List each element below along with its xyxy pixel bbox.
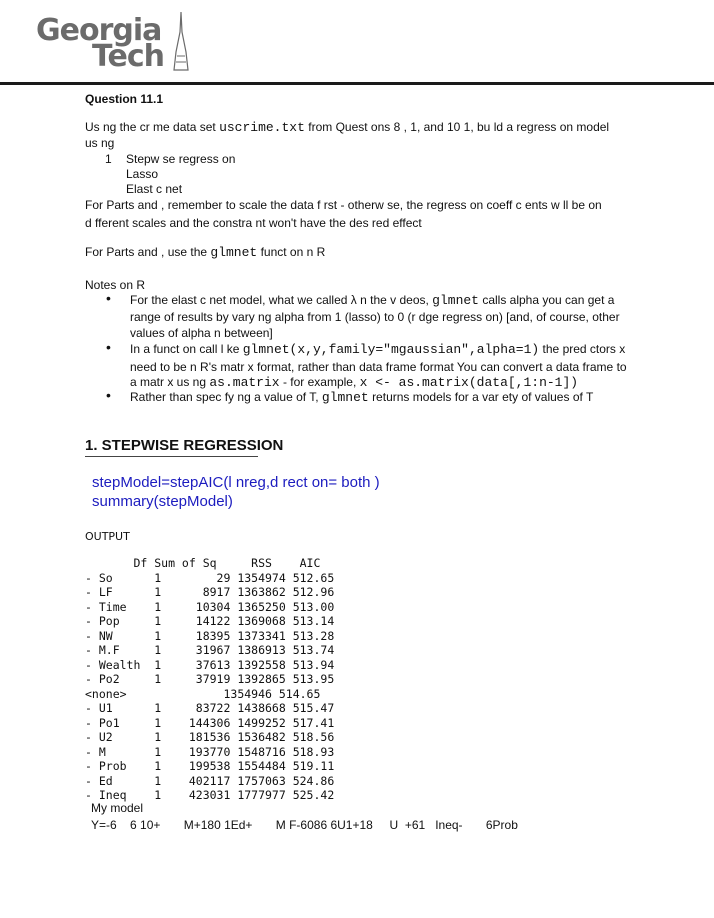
output-row: - U1 1 83722 1438668 515.47 [85,701,335,715]
model-label: My model [91,801,144,815]
bullet-3-line-1 [130,390,593,405]
code-line-1: stepModel=stepAIC(l nreg,d rect on= both ) [92,474,380,491]
output-row: - M.F 1 31967 1386913 513.74 [85,643,335,657]
bullet-2-code-2: as.matrix [209,375,280,390]
glmnet-note-text-b: funct on n R [260,245,326,259]
bullet-1-line-1 [130,293,614,308]
output-row: - Pop 1 14122 1369068 513.14 [85,614,335,628]
output-row: - Ineq 1 423031 1777977 525.42 [85,788,335,802]
section-heading: 1. STEPWISE REGRESSION [85,437,284,454]
bullet-2-text-c: need to be n R's matr x format, rather than data frame format [130,360,454,374]
output-row: - So 1 29 1354974 512.65 [85,570,335,585]
bullet-3-text-b: returns models for a var ety of values of T [372,390,594,404]
scale-note-line-1: For Parts and , remember to scale the data f rst - otherw se, the regress on coeff c ents w ll be on [85,198,602,212]
question-title: Question 11.1 [85,92,164,106]
output-row: <none> 1354946 514.65 [85,686,321,701]
bullet-2-line-2 [130,360,627,375]
glmnet-note-code: glmnet [210,245,258,260]
bullet-2-text-d: a matr x us ng [130,375,207,389]
output-row: - Prob 1 199538 1554484 519.11 [85,759,335,773]
method-item-2: Lasso [126,167,159,181]
scale-note-line-2: d fferent scales and the constra nt won't have the des red effect [85,216,422,230]
bullet-1-text-a: For the elast c net model, what we called λ n the v deos, [130,293,429,307]
bullet-dot: • [106,387,111,403]
method-item-3: Elast c net [126,182,183,196]
output-row: - LF 1 8917 1363862 512.96 [85,585,335,599]
intro-line-2: us ng [85,136,115,150]
intro-text-a: Us ng the cr me data set [85,120,216,134]
georgia-tech-logo [36,12,196,76]
bullet-1-line-2: range of results by vary ng alpha from 1 (lasso) to 0 (r dge regress on) [and, of course, other [130,310,620,324]
output-row: - Po2 1 37919 1392865 513.95 [85,672,335,686]
intro-text-b: from Quest ons 8 , 1, and 10 1, bu ld a regress on model [308,120,610,134]
intro-line-1 [85,120,609,135]
tech-tower-icon [172,12,190,72]
bullet-2-text-b: the pred ctors x [542,342,626,356]
bullet-3-code: glmnet [321,390,369,405]
output-row: - Ed 1 402117 1757063 524.86 [85,773,335,788]
glmnet-note [85,245,325,260]
bullet-2-line-3 [130,375,578,390]
output-row: - M 1 193770 1548716 518.93 [85,744,335,759]
logo-text-tech: Tech [92,39,164,74]
bullet-2-code-3: x <- as.matrix(data[,1:n-1]) [359,375,579,390]
bullet-dot: • [106,339,111,355]
output-label: OUTPUT [85,530,130,543]
output-row: - Wealth 1 37613 1392558 513.94 [85,657,335,672]
bullet-1-text-b: calls alpha you can get a [482,293,615,307]
output-row: - U2 1 181536 1536482 518.56 [85,730,335,744]
output-header: Df Sum of Sq RSS AIC [85,556,321,570]
bullet-3-text-a: Rather than spec fy ng a value of T, [130,390,319,404]
header-rule [0,82,714,85]
notes-title: Notes on R [85,278,146,292]
bullet-dot: • [106,290,111,306]
model-formula: Y=-6 6 10+ M+180 1Ed+ M F-6086 6U1+18 U +61 Ineq- 6Prob [91,818,518,832]
output-row: - Po1 1 144306 1499252 517.41 [85,715,335,730]
methods-number: 1 [105,152,112,166]
section-heading-underline [85,456,258,457]
code-line-2: summary(stepModel) [92,493,233,510]
bullet-2-code: glmnet(x,y,family="mgaussian",alpha=1) [242,342,540,357]
output-row: - NW 1 18395 1373341 513.28 [85,628,335,643]
bullet-2-line-1 [130,342,625,357]
bullet-1-line-3: values of alpha n between] [130,326,273,340]
intro-filename: uscrime.txt [219,120,305,135]
output-row: - Time 1 10304 1365250 513.00 [85,599,335,614]
logo-text-georgia: Georgia [36,13,162,48]
glmnet-note-text-a: For Parts and , use the [85,245,208,259]
bullet-2-text-c2: You can convert a data frame to [456,360,627,374]
bullet-2-text-e: - for example, [282,375,357,389]
bullet-1-code: glmnet [432,293,479,308]
method-item-1: Stepw se regress on [126,152,236,166]
bullet-2-text-a: In a funct on call l ke [130,342,240,356]
